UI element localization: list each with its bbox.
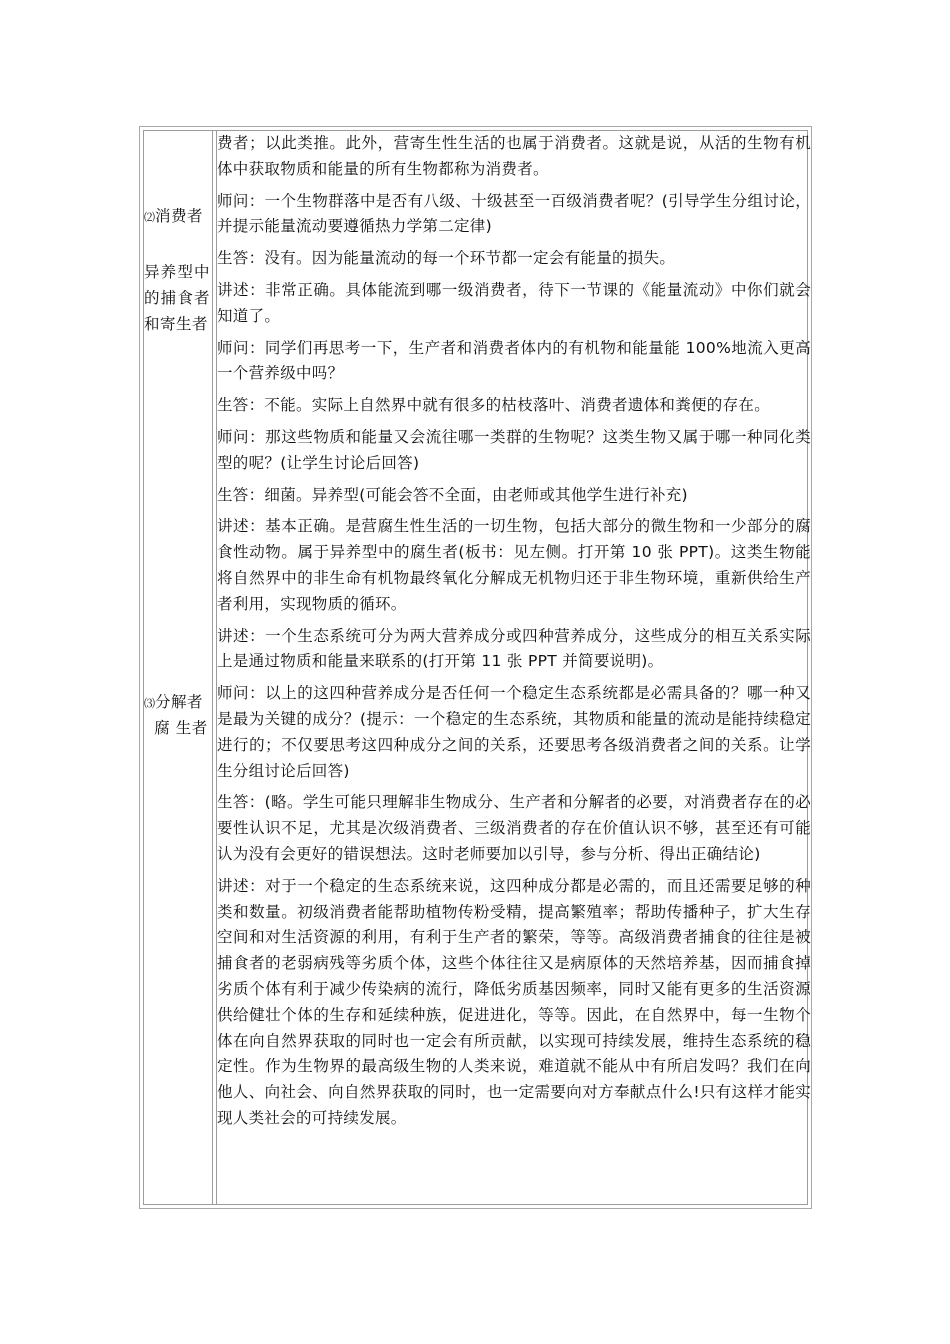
section-label-column	[144, 131, 213, 1204]
paragraph: 生答：细菌。异养型(可能会答不全面，由老师或其他学生进行补充)	[217, 485, 688, 504]
paragraph: 讲述：非常正确。具体能流到哪一级消费者，待下一节课的《能量流动》中你们就会知道了。	[217, 280, 811, 325]
decomposer-number: ⑶	[144, 697, 155, 710]
consumer-description: 异养型中的捕食者和寄生者	[144, 263, 210, 333]
paragraph: 费者；以此类推。此外，营寄生性生活的也属于消费者。这就是说，从活的生物有机体中获取物质和能量的所有生物都称为消费者。	[217, 134, 811, 178]
lesson-table	[139, 126, 812, 1209]
paragraph: 讲述：基本正确。是营腐生性生活的一切生物，包括大部分的微生物和一少部分的腐食性动物。属于异养型中的腐生者(板书：见左侧。打开第 10 张 PPT)。这类生物能将自然界中的非生命有机物最终氧化分解成无机物归还于非生物环境，重新供给生产者利用，实现物质的循环。	[217, 517, 811, 613]
paragraph: 生答：不能。实际上自然界中就有很多的枯枝落叶、消费者遗体和粪便的存在。	[217, 396, 771, 415]
consumer-title: 消费者	[155, 207, 204, 225]
paragraph: 师问：一个生物群落中是否有八级、十级甚至一百级消费者呢？(引导学生分组讨论，并提示能量流动要遵循热力学第二定律)	[217, 191, 811, 236]
lesson-content-column	[217, 131, 811, 1204]
decomposer-description	[144, 715, 210, 741]
paragraph: 讲述：对于一个稳定的生态系统来说，这四种成分都是必需的，而且还需要足够的种类和数量。初级消费者能帮助植物传粉受精，提高繁殖率；帮助传播种子，扩大生存空间和对生活资源的利用，有利于生产者的繁荣，等等。高级消费者捕食的往往是被捕食者的老弱病残等劣质个体，这些个体往往又是病原体的天然培养基，因而捕食掉劣质个体有利于减少传染病的流行，降低劣质基因频率，同时又能有更多的生活资源供给健壮个体的生存和延续种族，促进进化，等等。因此，在自然界中，每一生物个体在向自然界获取的同时也一定会有所贡献，以实现可持续发展，维持生态系统的稳定性。作为生物界的最高级生物的人类来说，难道就不能从中有所启发吗？我们在向他人、向社会、向自然界获取的同时，也一定需要向对方奉献点什么!只有这样才能实现人类社会的可持续发展。	[217, 876, 811, 1127]
paragraph: 师问：以上的这四种营养成分是否任何一个稳定生态系统都是必需具备的？哪一种又是最为关键的成分？(提示：一个稳定的生态系统，其物质和能量的流动是能持续稳定进行的；不仅要思考这四种成分之间的关系，还要思考各级消费者之间的关系。让学生分组讨论后回答)	[217, 684, 811, 780]
decomposer-label	[144, 689, 210, 717]
decomposer-desc-text: 腐 生者	[154, 719, 208, 737]
consumer-label	[144, 203, 210, 231]
paragraph: 生答：没有。因为能量流动的每一个环节都一定会有能量的损失。	[217, 249, 676, 268]
paragraph: 生答：(略。学生可能只理解非生物成分、生产者和分解者的必要，对消费者存在的必要性认识不足，尤其是次级消费者、三级消费者的存在价值认识不够，甚至还有可能认为没有会更好的错误想法。这时老师要加以引导，参与分析、得出正确结论)	[217, 793, 811, 863]
table-frame	[143, 130, 811, 1205]
paragraph: 师问：同学们再思考一下，生产者和消费者体内的有机物和能量能 100%地流入更高一个营养级中吗？	[217, 338, 811, 383]
consumer-number: ⑵	[144, 211, 155, 224]
paragraph: 师问：那这些物质和能量又会流往哪一类群的生物呢？这类生物又属于哪一种同化类型的呢？(让学生讨论后回答)	[217, 427, 811, 472]
decomposer-title: 分解者	[155, 693, 204, 711]
paragraph: 讲述：一个生态系统可分为两大营养成分或四种营养成分，这些成分的相互关系实际上是通过物质和能量来联系的(打开第 11 张 PPT 并简要说明)。	[217, 626, 811, 671]
